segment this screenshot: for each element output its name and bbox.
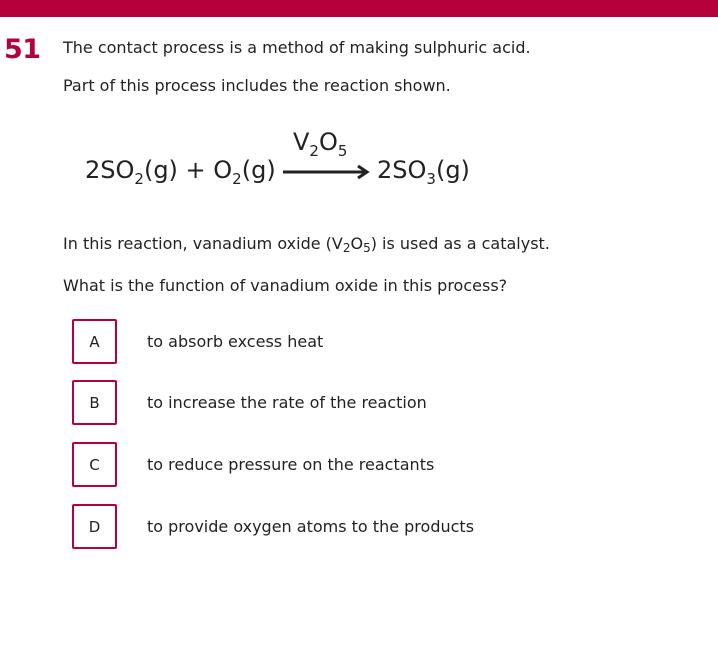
question-prompt: What is the function of vanadium oxide in this process? [63,276,508,295]
catalyst-note [63,234,550,254]
catalyst-note-suffix: ) is used as a catalyst. [370,234,550,253]
option-d-button[interactable]: D [72,504,117,549]
option-d[interactable] [72,504,712,552]
intro-line-2: Part of this process includes the reaction shown. [63,76,451,95]
option-c-text[interactable]: to reduce pressure on the reactants [147,455,435,474]
catalyst-note-sub-2: 5 [363,241,371,255]
question-number: 51 [4,34,41,65]
right-arrow-icon [281,164,373,180]
reactant-1-subscript: 2 [134,170,144,188]
product-state: (g) [435,156,470,184]
option-a[interactable] [72,319,712,367]
catalyst-subscript-2: 5 [337,142,348,160]
option-a-text[interactable]: to absorb excess heat [147,332,324,351]
catalyst-note-mid: O [350,234,364,253]
option-d-text[interactable]: to provide oxygen atoms to the products [147,517,475,536]
option-c-button[interactable]: C [72,442,117,487]
reactant-1-formula: 2SO [85,156,135,184]
catalyst-note-sub-1: 2 [342,241,351,255]
option-a-button[interactable]: A [72,319,117,364]
catalyst-formula [293,124,347,160]
reaction-arrow-group [281,124,373,184]
product-formula: 2SO [377,156,427,184]
option-b-text[interactable]: to increase the rate of the reaction [147,393,427,412]
intro-line-1: The contact process is a method of making sulphuric acid. [63,38,531,57]
reactant-1-state: (g) + O [143,156,233,184]
product-subscript: 3 [426,170,436,188]
catalyst-o: O [318,128,338,156]
option-b[interactable] [72,380,712,428]
option-b-button[interactable]: B [72,380,117,425]
reactant-2-subscript: 2 [232,170,242,188]
option-c[interactable] [72,442,712,490]
catalyst-v: V [293,128,310,156]
top-accent-bar [0,0,718,17]
equation-product [377,150,470,190]
catalyst-subscript-1: 2 [309,142,319,160]
equation-reactants [85,150,276,190]
reactant-2-state: (g) [241,156,276,184]
catalyst-note-prefix: In this reaction, vanadium oxide (V [63,234,343,253]
